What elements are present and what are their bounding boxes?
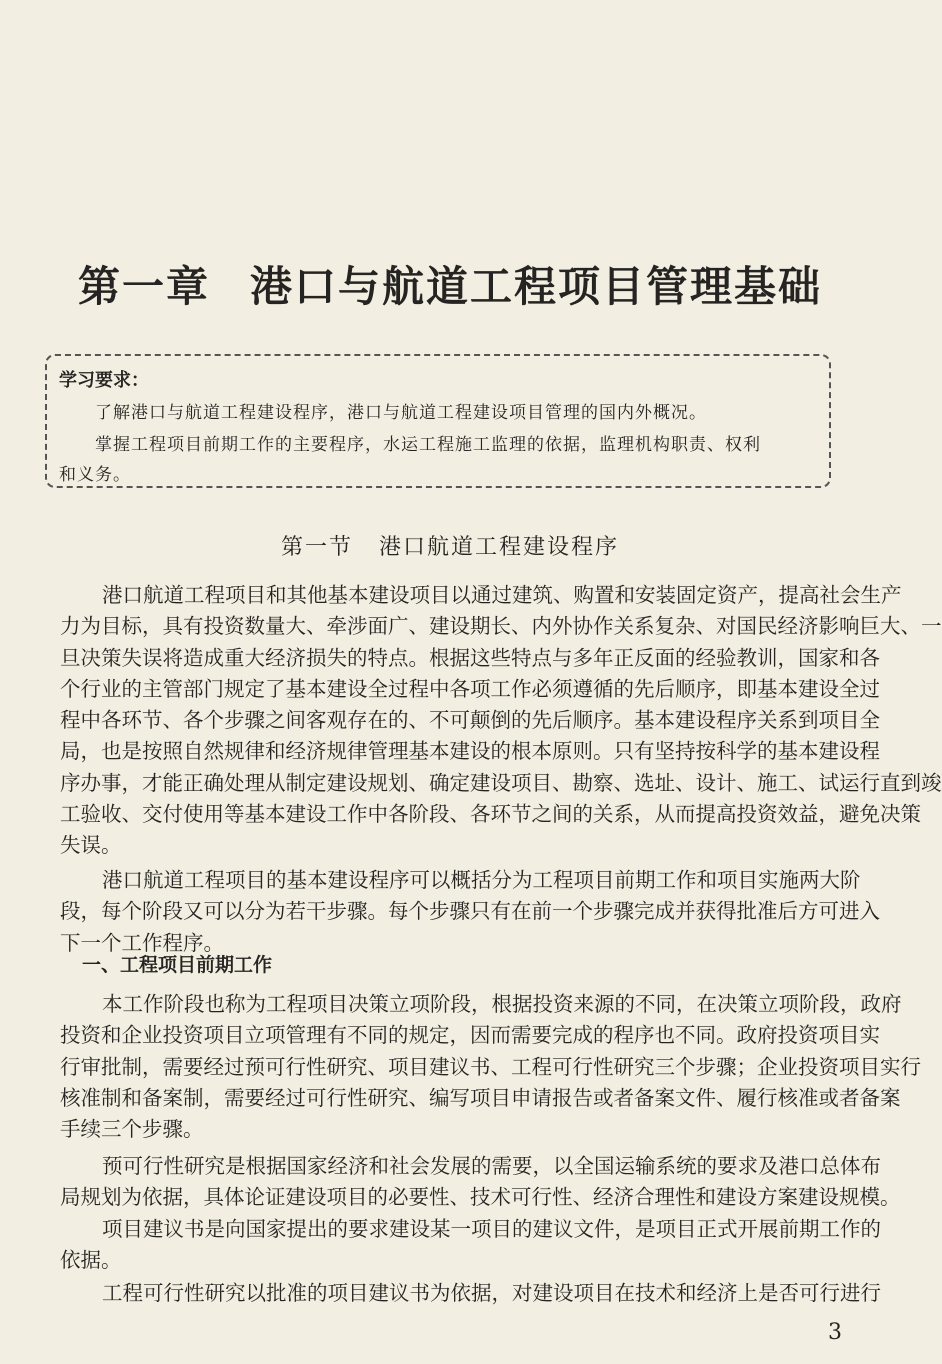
section-title (0, 530, 900, 561)
text-line: 手续三个步骤。 (60, 1117, 204, 1142)
text-line: 港口航道工程项目和其他基本建设项目以通过建筑、购置和安装固定资产，提高社会生产 (102, 583, 902, 607)
text-line: 港口航道工程项目的基本建设程序可以概括分为工程项目前期工作和项目实施两大阶 (102, 868, 861, 892)
paragraph (60, 865, 880, 959)
text-line: 局，也是按照自然规律和经济规律管理基本建设的根本原则。只有坚持按科学的基本建设程 (60, 739, 880, 764)
learning-requirements-label: 学习要求： (59, 370, 149, 391)
requirement-2: 掌握工程项目前期工作的主要程序，水运工程施工监理的依据，监理机构职责、权利 (95, 435, 761, 455)
text-line: 旦决策失误将造成重大经济损失的特点。根据这些特点与多年正反面的经验教训，国家和各 (60, 645, 880, 670)
text-line: 投资和企业投资项目立项管理有不同的规定，因而需要完成的程序也不同。政府投资项目实 (60, 1023, 880, 1048)
text-line: 程中各环节、各个步骤之间客观存在的、不可颠倒的先后顺序。基本建设程序关系到项目全 (60, 708, 880, 733)
learning-requirements-box (45, 354, 831, 488)
text-line: 核准制和备案制，需要经过可行性研究、编写项目申请报告或者备案文件、履行核准或者备案 (60, 1085, 901, 1110)
text-line: 段，每个阶段又可以分为若干步骤。每个步骤只有在前一个步骤完成并获得批准后方可进入 (60, 899, 880, 924)
text-line: 失误。 (60, 833, 122, 858)
subheading: 一、工程项目前期工作 (82, 954, 273, 976)
text-line: 依据。 (60, 1248, 122, 1273)
chapter-title (0, 254, 900, 314)
section-title-text: 港口航道工程建设程序 (379, 535, 620, 560)
text-line: 本工作阶段也称为工程项目决策立项阶段，根据投资来源的不同，在决策立项阶段，政府 (102, 992, 902, 1016)
text-line: 下一个工作程序。 (60, 930, 224, 955)
page-number: 3 (828, 1320, 842, 1345)
chapter-number: 第一章 (77, 262, 210, 311)
section-number: 第一节 (280, 535, 353, 560)
text-line: 行审批制，需要经过预可行性研究、项目建议书、工程可行性研究三个步骤；企业投资项目实行 (60, 1054, 921, 1079)
paragraph (60, 1278, 881, 1309)
text-line: 预可行性研究是根据国家经济和社会发展的需要，以全国运输系统的要求及港口总体布 (102, 1154, 881, 1178)
requirement-1: 了解港口与航道工程建设程序，港口与航道工程建设项目管理的国内外概况。 (95, 403, 707, 423)
text-line: 工验收、交付使用等基本建设工作中各阶段、各环节之间的关系，从而提高投资效益，避免决策 (60, 802, 921, 827)
paragraph (60, 1151, 901, 1214)
text-line: 个行业的主管部门规定了基本建设全过程中各项工作必须遵循的先后顺序，即基本建设全过 (60, 676, 880, 701)
text-line: 序办事，才能正确处理从制定建设规划、确定建设项目、勘察、选址、设计、施工、试运行直到竣 (60, 770, 942, 795)
text-line: 工程可行性研究以批准的项目建议书为依据，对建设项目在技术和经济上是否可行进行 (102, 1281, 881, 1305)
chapter-title-text: 港口与航道工程项目管理基础 (250, 262, 823, 311)
paragraph (60, 989, 921, 1145)
paragraph (60, 1214, 881, 1277)
text-line: 项目建议书是向国家提出的要求建设某一项目的建议文件，是项目正式开展前期工作的 (102, 1217, 881, 1241)
paragraph (60, 580, 942, 862)
text-line: 局规划为依据，具体论证建设项目的必要性、技术可行性、经济合理性和建设方案建设规模。 (60, 1185, 901, 1210)
requirement-2-cont: 和义务。 (59, 465, 131, 485)
text-line: 力为目标，具有投资数量大、牵涉面广、建设期长、内外协作关系复杂、对国民经济影响巨大、一 (60, 614, 942, 639)
